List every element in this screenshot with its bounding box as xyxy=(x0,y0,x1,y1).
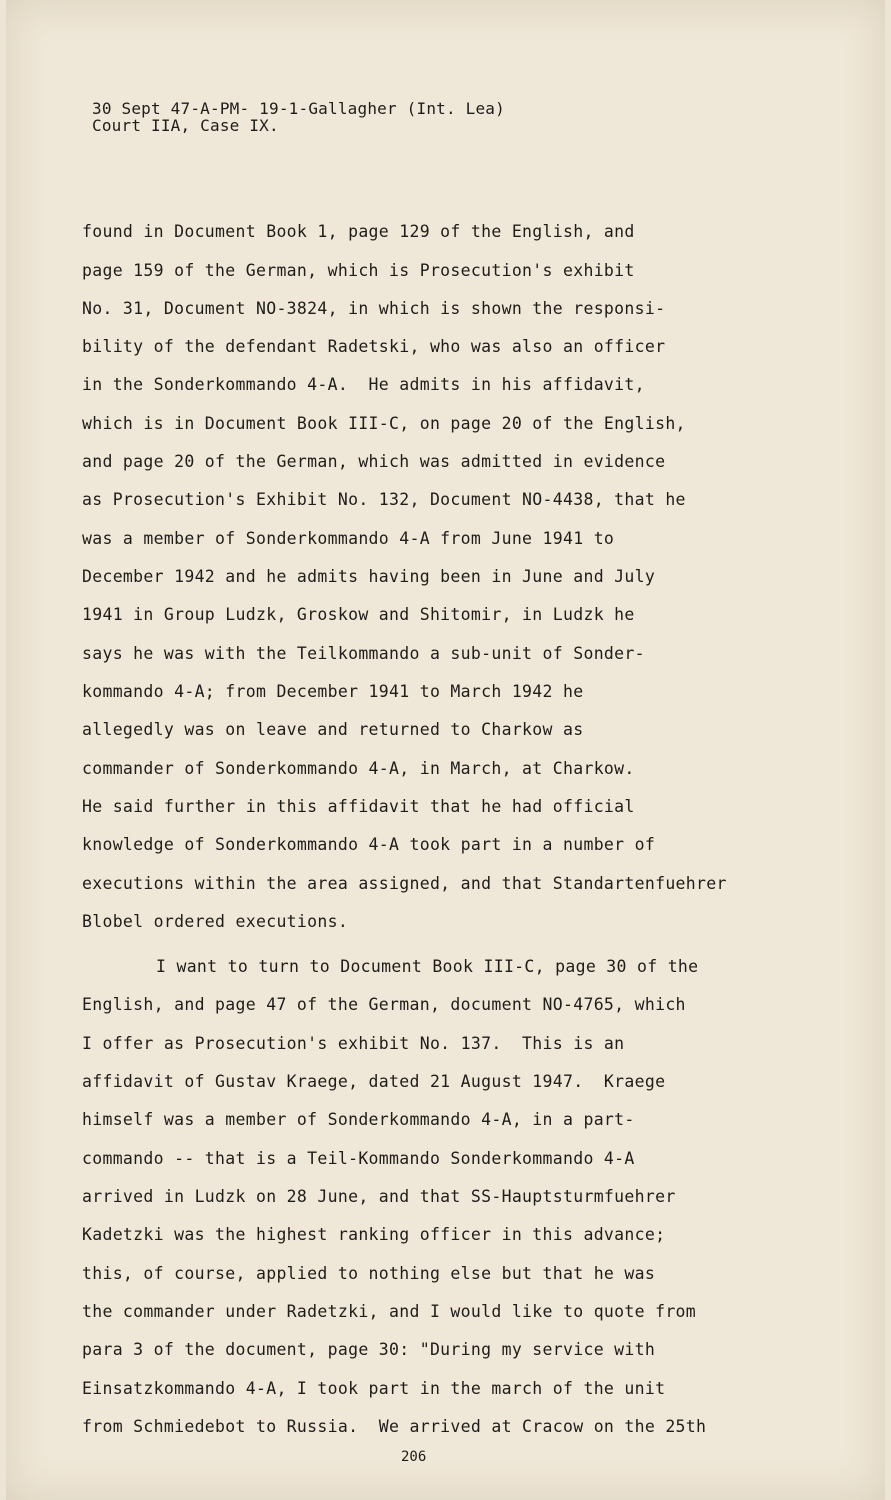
body-line: kommando 4-A; from December 1941 to March 1942 he xyxy=(82,682,584,701)
body-line: allegedly was on leave and returned to Charkow as xyxy=(82,720,584,739)
body-line: 1941 in Group Ludzk, Groskow and Shitomir, in Ludzk he xyxy=(82,605,635,624)
body-line: He said further in this affidavit that he had official xyxy=(82,797,635,816)
body-line: and page 20 of the German, which was admitted in evidence xyxy=(82,452,666,471)
body-line: executions within the area assigned, and that Standartenfuehrer xyxy=(82,874,727,893)
body-line: Kadetzki was the highest ranking officer in this advance; xyxy=(82,1225,666,1244)
body-line: I offer as Prosecution's exhibit No. 137. This is an xyxy=(82,1034,625,1053)
body-line: affidavit of Gustav Kraege, dated 21 August 1947. Kraege xyxy=(82,1072,666,1091)
body-line: as Prosecution's Exhibit No. 132, Document NO-4438, that he xyxy=(82,490,686,509)
body-line: the commander under Radetzki, and I would like to quote from xyxy=(82,1302,697,1321)
body-line: December 1942 and he admits having been in June and July xyxy=(82,567,656,586)
body-line: I want to turn to Document Book III-C, page 30 of the xyxy=(156,957,699,976)
body-line: knowledge of Sonderkommando 4-A took part in a number of xyxy=(82,835,656,854)
body-line: which is in Document Book III-C, on page 20 of the English, xyxy=(82,414,686,433)
body-line: Blobel ordered executions. xyxy=(82,912,349,931)
body-line: bility of the defendant Radetski, who was also an officer xyxy=(82,337,666,356)
body-line: English, and page 47 of the German, document NO-4765, which xyxy=(82,995,686,1014)
header-line-1: 30 Sept 47-A-PM- 19-1-Gallagher (Int. Lea) xyxy=(92,99,505,118)
body-line: in the Sonderkommando 4-A. He admits in his affidavit, xyxy=(82,375,645,394)
page-number: 206 xyxy=(401,1449,427,1465)
body-line: from Schmiedebot to Russia. We arrived at Cracow on the 25th xyxy=(82,1417,707,1436)
body-line: No. 31, Document NO-3824, in which is shown the responsi- xyxy=(82,299,666,318)
transcript-header xyxy=(92,100,505,134)
body-line: commander of Sonderkommando 4-A, in March, at Charkow. xyxy=(82,759,635,778)
body-line: found in Document Book 1, page 129 of the English, and xyxy=(82,222,635,241)
body-line: was a member of Sonderkommando 4-A from June 1941 to xyxy=(82,529,615,548)
body-line: page 159 of the German, which is Prosecution's exhibit xyxy=(82,261,635,280)
body-line: commando -- that is a Teil-Kommando Sonderkommando 4-A xyxy=(82,1149,635,1168)
body-line: arrived in Ludzk on 28 June, and that SS-Hauptsturmfuehrer xyxy=(82,1187,676,1206)
body-line: says he was with the Teilkommando a sub-unit of Sonder- xyxy=(82,644,645,663)
body-line: Einsatzkommando 4-A, I took part in the march of the unit xyxy=(82,1379,666,1398)
body-line: para 3 of the document, page 30: "During my service with xyxy=(82,1340,656,1359)
body-line: himself was a member of Sonderkommando 4-A, in a part- xyxy=(82,1110,635,1129)
document-page xyxy=(6,0,885,1500)
header-line-2: Court IIA, Case IX. xyxy=(92,116,279,135)
body-line: this, of course, applied to nothing else but that he was xyxy=(82,1264,656,1283)
